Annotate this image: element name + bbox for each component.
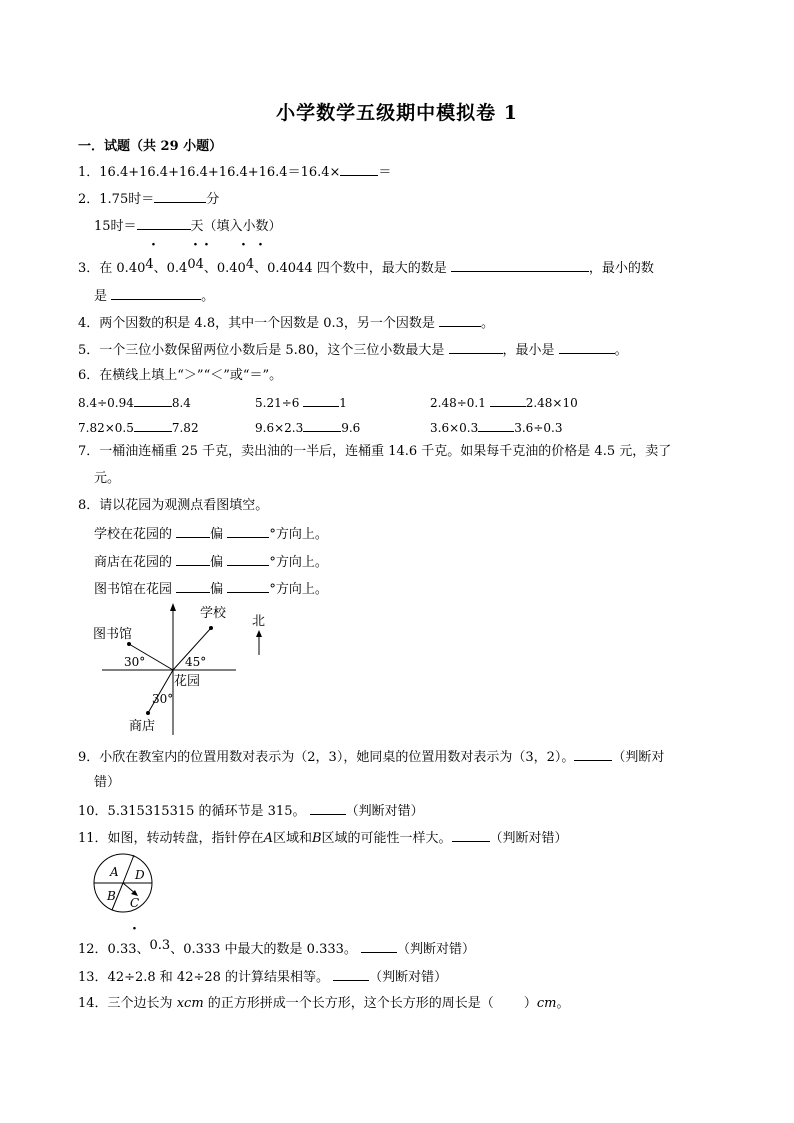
repeat-dot: · [241,237,246,253]
question-7-line2: 元。 [94,471,121,486]
compare-item: 7.82×0.5 7.82 [78,421,199,435]
question-2: 2．1.75时＝ 分 [78,192,220,207]
angle-school-label: 45° [185,655,207,669]
question-8-line: 商店在花园的 偏 °方向上。 [94,555,328,570]
question-3-line2: 是 。 [94,289,215,304]
answer-blank[interactable] [449,341,503,354]
answer-blank[interactable] [154,190,206,203]
question-14: 14．三个边长为 xcm 的正方形拼成一个长方形，这个长方形的周长是（ ）cm。 [78,996,570,1011]
question-2-line2: 15时＝ 天（填入小数） [94,219,282,234]
answer-blank[interactable] [303,419,341,432]
answer-blank[interactable] [227,525,269,538]
answer-blank[interactable] [227,553,269,566]
question-9-line2: 错） [94,775,121,790]
shop-point [146,711,150,715]
compare-item: 9.6×2.3 9.6 [255,421,361,435]
answer-blank[interactable] [559,341,615,354]
repeat-dot: · [151,237,156,253]
library-label: 图书馆 [93,627,133,642]
spinner-label-b: B [107,889,116,903]
spinner-label-a: A [110,865,119,879]
answer-blank[interactable] [227,580,269,593]
compare-item: 8.4÷0.94 8.4 [78,396,191,410]
answer-blank[interactable] [333,968,369,981]
repeat-dot: · [204,237,209,253]
answer-blank[interactable] [134,419,172,432]
question-11: 11．如图，转动转盘，指针停在A区域和B区域的可能性一样大。 （判断对错） [78,831,568,846]
question-10: 10．5.315315315 的循环节是 315。 （判断对错） [78,804,424,819]
shop-label: 商店 [129,719,156,734]
question-12: 12．0.33、0.3、0.333 中最大的数是 0.333。 （判断对错） [78,938,476,957]
repeating-decimal: 0.3 [149,938,171,953]
school-label: 学校 [200,606,227,621]
question-7: 7．一桶油连桶重 25 千克，卖出油的一半后，连桶重 14.6 千克。如果每千克油的价格是 4.5 元，卖了 [78,444,672,459]
north-arrowhead-icon [256,630,262,637]
answer-blank[interactable] [111,287,201,300]
direction-diagram [88,600,278,740]
repeat-dot: · [258,237,263,253]
answer-blank[interactable] [574,748,612,761]
section-heading: 一．试题（共 29 小题） [78,139,223,154]
repeat-dot: · [132,921,137,937]
answer-blank[interactable] [176,525,210,538]
answer-blank[interactable] [452,829,490,842]
answer-blank[interactable] [176,580,210,593]
question-8-line: 图书馆在花园 偏 °方向上。 [94,582,328,597]
question-5: 5．一个三位小数保留两位小数后是 5.80，这个三位小数最大是 ，最小是 。 [78,343,628,358]
compare-item: 3.6×0.3 3.6÷0.3 [430,421,563,435]
question-8-line: 学校在花园的 偏 °方向上。 [94,527,328,542]
school-point [209,626,213,630]
page-title: 小学数学五级期中模拟卷 1 [276,102,518,124]
spinner-divider [123,855,134,883]
question-1: 1．16.4+16.4+16.4+16.4+16.4＝16.4× ＝ [78,165,392,180]
garden-label: 花园 [174,674,201,689]
answer-blank[interactable] [310,802,346,815]
library-point [127,642,131,646]
repeat-dot: · [193,237,198,253]
spinner-diagram [92,852,158,914]
spinner-label-c: C [130,896,140,910]
answer-blank[interactable] [451,259,589,272]
answer-blank[interactable] [137,217,191,230]
question-4: 4．两个因数的积是 4.8，其中一个因数是 0.3，另一个因数是 。 [78,316,495,331]
axis-arrow [170,603,176,611]
answer-blank[interactable] [478,419,514,432]
question-13: 13．42÷2.8 和 42÷28 的计算结果相等。 （判断对错） [78,970,448,985]
answer-blank[interactable] [134,394,172,407]
answer-blank[interactable] [361,940,397,953]
angle-library-label: 30° [124,655,146,669]
answer-blank[interactable] [340,163,378,176]
north-label: 北 [252,614,266,629]
answer-blank[interactable] [439,314,481,327]
answer-blank[interactable] [303,394,339,407]
compare-item: 5.21÷6 1 [255,396,347,410]
question-9: 9．小欣在教室内的位置用数对表示为（2，3），她同桌的位置用数对表示为（3，2）。 （判断对 [78,750,665,765]
question-8: 8．请以花园为观测点看图填空。 [78,498,269,513]
answer-blank[interactable] [490,394,526,407]
spinner-label-d: D [135,868,145,882]
question-3: 3．在 0.404、0.404、0.404、0.4044 四个数中，最大的数是 ，最小的数 [78,257,654,276]
angle-shop-label: 30° [152,692,174,706]
answer-blank[interactable] [176,553,210,566]
compare-item: 2.48÷0.1 2.48×10 [430,396,578,410]
question-6: 6．在横线上填上“＞”“＜”或“＝”。 [78,368,283,383]
